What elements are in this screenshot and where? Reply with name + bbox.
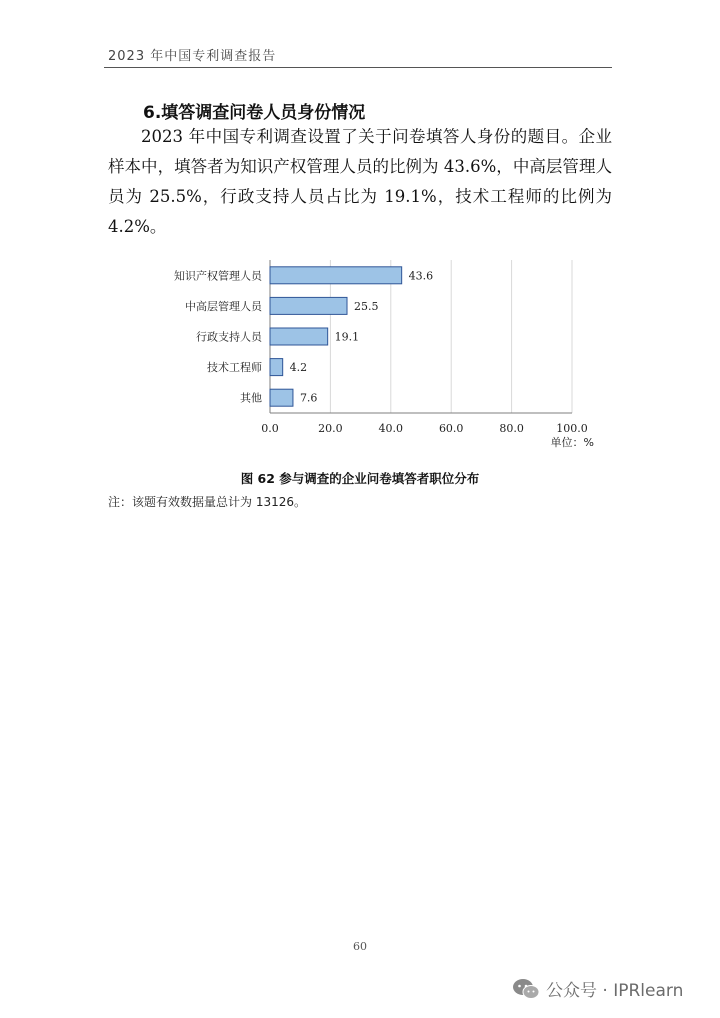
bar (270, 328, 328, 345)
value-label: 7.6 (299, 391, 318, 405)
bar (270, 297, 347, 314)
bar (270, 267, 402, 284)
x-tick-label: 60.0 (438, 422, 464, 435)
x-tick-label: 100.0 (556, 422, 588, 435)
category-label: 行政支持人员 (196, 330, 262, 344)
unit-label: 单位：% (550, 436, 594, 449)
watermark (512, 976, 683, 1001)
body-paragraph: 2023 年中国专利调查设置了关于问卷填答人身份的题目。企业样本中，填答者为知识产权管理人员的比例为 43.6%，中高层管理人员为 25.5%，行政支持人员占比为 19.1%，技术工程师的比例为 4.2%。 (108, 127, 612, 236)
value-label: 19.1 (334, 330, 360, 344)
x-tick-label: 20.0 (318, 422, 343, 435)
running-header: 2023 年中国专利调查报告 (108, 49, 277, 64)
page-number: 60 (353, 940, 367, 953)
value-label: 43.6 (408, 269, 434, 283)
data-note: 注：该题有效数据量总计为 13126。 (108, 495, 306, 509)
value-label: 25.5 (354, 299, 379, 313)
category-label: 其他 (240, 391, 262, 405)
wechat-icon (512, 978, 540, 1000)
x-tick-label: 40.0 (378, 422, 404, 435)
category-label: 知识产权管理人员 (174, 269, 262, 283)
x-tick-label: 80.0 (499, 422, 524, 435)
figure-caption: 图 62 参与调查的企业问卷填答者职位分布 (240, 471, 480, 486)
section-heading: 6.填答调查问卷人员身份情况 (143, 103, 366, 123)
x-tick-label: 0.0 (261, 422, 279, 435)
watermark-text: 公众号 · IPRlearn (546, 981, 684, 1001)
bar-chart (160, 250, 620, 455)
bar (270, 389, 293, 406)
category-label: 中高层管理人员 (185, 299, 262, 313)
category-label: 技术工程师 (207, 361, 262, 375)
bar (270, 359, 283, 376)
header-rule (104, 67, 612, 68)
value-label: 4.2 (289, 361, 308, 375)
